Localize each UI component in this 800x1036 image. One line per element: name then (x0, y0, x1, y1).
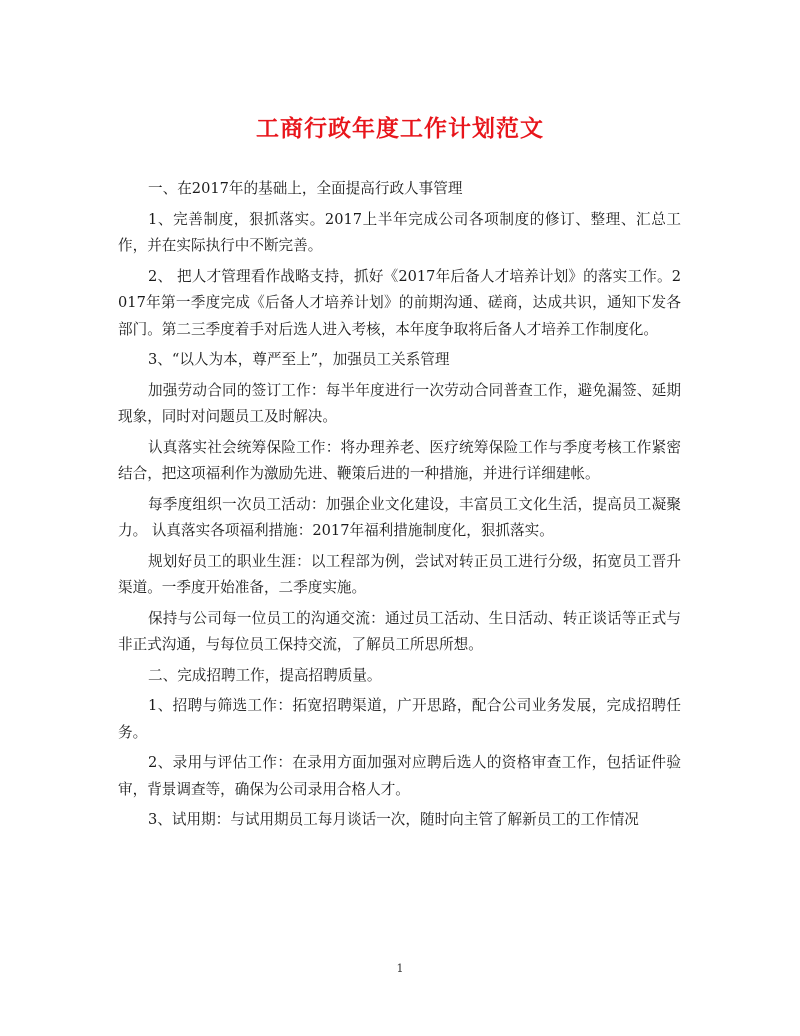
paragraph-item-2: 2、 把人才管理看作战略支持，抓好《2017年后备人才培养计划》的落实工作。2017年第一季度完成《后备人才培养计划》的前期沟通、磋商，达成共识，通知下发各部门。第二三季度着手对后选人进入考核，本年度争取将后备人才培养工作制度化。 (118, 267, 681, 338)
paragraph-probation: 3、试用期：与试用期员工每月谈话一次，随时向主管了解新员工的工作情况 (148, 811, 639, 828)
page-number: 1 (396, 962, 404, 975)
paragraph-career-planning: 规划好员工的职业生涯：以工程部为例，尝试对转正员工进行分级，拓宽员工晋升渠道。一季度开始准备，二季度实施。 (118, 552, 681, 596)
paragraph-item-3: 3、“以人为本，尊严至上”，加强员工关系管理 (148, 351, 450, 368)
paragraph-item-1: 1、完善制度，狠抓落实。2017上半年完成公司各项制度的修订、整理、汇总工作，并在实际执行中不断完善。 (118, 210, 681, 254)
document-title: 工商行政年度工作计划范文 (256, 116, 544, 142)
paragraph-section-2-heading: 二、完成招聘工作，提高招聘质量。 (148, 666, 382, 684)
paragraph-employee-activities: 每季度组织一次员工活动：加强企业文化建设，丰富员工文化生活，提高员工凝聚力。 认真落实各项福利措施：2017年福利措施制度化，狠抓落实。 (118, 495, 681, 539)
paragraph-recruitment: 1、招聘与筛选工作：拓宽招聘渠道，广开思路，配合公司业务发展，完成招聘任务。 (118, 697, 681, 741)
paragraph-labor-contract: 加强劳动合同的签订工作：每半年度进行一次劳动合同普查工作，避免漏签、延期现象，同时对问题员工及时解决。 (118, 381, 681, 425)
paragraph-social-insurance: 认真落实社会统筹保险工作：将办理养老、医疗统筹保险工作与季度考核工作紧密结合，把这项福利作为激励先进、鞭策后进的一种措施，并进行详细建帐。 (118, 438, 681, 482)
paragraph-communication: 保持与公司每一位员工的沟通交流：通过员工活动、生日活动、转正谈话等正式与非正式沟通，与每位员工保持交流，了解员工所思所想。 (118, 609, 681, 653)
paragraph-hiring-evaluation: 2、录用与评估工作：在录用方面加强对应聘后选人的资格审查工作，包括证件验审，背景调查等，确保为公司录用合格人才。 (118, 754, 681, 798)
paragraph-section-1-heading: 一、在2017年的基础上，全面提高行政人事管理 (148, 180, 463, 197)
document-body (118, 176, 681, 838)
